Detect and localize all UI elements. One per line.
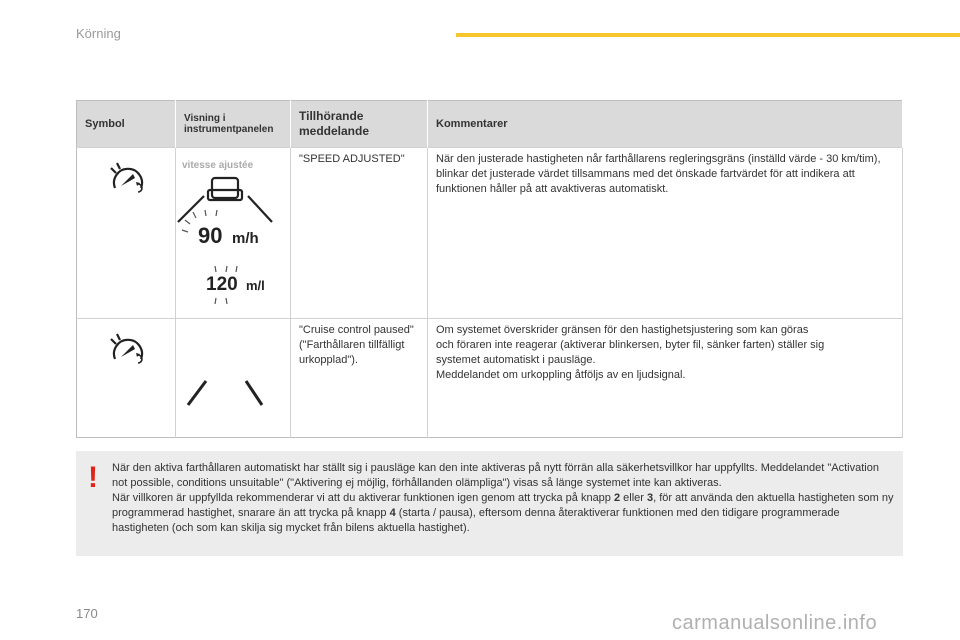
watermark: carmanualsonline.info bbox=[672, 612, 878, 634]
table-row bbox=[77, 319, 903, 438]
display-status-label: vitesse ajustée bbox=[182, 160, 254, 171]
section-title: Körning bbox=[76, 26, 121, 41]
table-header-row bbox=[77, 101, 903, 148]
warning-text-part: eller bbox=[620, 492, 648, 504]
lane-lines-image bbox=[176, 319, 274, 429]
comment-line: systemet automatiskt i pausläge. bbox=[436, 354, 596, 366]
speed-limit-adjust-icon bbox=[107, 160, 147, 196]
speed-limit-adjust-icon bbox=[107, 331, 147, 367]
warning-box bbox=[76, 451, 903, 556]
display-speed-small-unit: m/l bbox=[246, 278, 265, 293]
header-display: Visning i instrumentpanelen bbox=[176, 101, 291, 148]
button-ref-2: 2 bbox=[613, 492, 621, 504]
warning-text-part: (starta / pausa), eftersom denna återaktiverar funktionen med den tidigare programmerade hastigheten (och som kan skilja sig mycket från bilens aktuella hastighet). bbox=[112, 507, 840, 534]
comment-cell bbox=[428, 319, 903, 438]
instrument-display-image bbox=[176, 148, 274, 313]
table-row bbox=[77, 148, 903, 319]
header-symbol: Symbol bbox=[77, 101, 176, 148]
display-speed-main: 90 bbox=[198, 223, 223, 248]
page-number: 170 bbox=[76, 606, 98, 621]
warning-paragraph-2 bbox=[112, 491, 896, 536]
warning-paragraph-1: När den aktiva farthållaren automatiskt har ställt sig i pausläge kan den inte aktiveras på nytt förrän alla säkerhetsvillkor har uppfyllts. Meddelandet "Activation not possible, conditions unsuitable" ("Aktivering ej möjlig, förhållanden olämpliga") visas så länge systemet inte kan aktiveras. bbox=[112, 462, 879, 489]
message-cell: "SPEED ADJUSTED" bbox=[291, 148, 428, 319]
warning-text bbox=[112, 461, 896, 536]
comment-line: Meddelandet om urkoppling åtföljs av en ljudsignal. bbox=[436, 369, 686, 381]
comment-cell: När den justerade hastigheten når farthållarens regleringsgräns (inställd värde - 30 km/tim), blinkar det justerade värdet tillsammans med det önskade fartvärdet för att indikera att funktionen håller på att avaktiveras automatiskt. bbox=[428, 148, 903, 319]
display-speed-unit: m/h bbox=[232, 230, 259, 247]
message-cell: "Cruise control paused" ("Farthållaren tillfälligt urkopplad"). bbox=[291, 319, 428, 438]
warning-text-part: När villkoren är uppfyllda rekommenderar vi att du aktiverar funktionen igen genom att trycka på knapp bbox=[112, 492, 614, 504]
display-speed-small: 120 bbox=[206, 274, 238, 295]
display-cell bbox=[176, 319, 291, 438]
symbol-cell bbox=[77, 319, 176, 438]
warning-text-part: , för att använda den aktuella hastigheten som ny programmerad hastighet, snarare än att trycka på knapp bbox=[112, 492, 894, 519]
header-accent-bar bbox=[456, 33, 960, 37]
button-ref-4: 4 bbox=[389, 507, 396, 519]
comment-line: och föraren inte reagerar (aktiverar blinkersen, byter fil, sänker farten) ställer sig bbox=[436, 339, 825, 351]
warning-icon: ! bbox=[88, 461, 98, 494]
symbol-table bbox=[76, 100, 903, 438]
symbol-cell bbox=[77, 148, 176, 319]
header-comment: Kommentarer bbox=[428, 101, 903, 148]
button-ref-3: 3 bbox=[647, 492, 654, 504]
header-message: Tillhörande meddelande bbox=[291, 101, 428, 148]
display-cell bbox=[176, 148, 291, 319]
comment-line: Om systemet överskrider gränsen för den hastighetsjustering som kan göras bbox=[436, 324, 809, 336]
